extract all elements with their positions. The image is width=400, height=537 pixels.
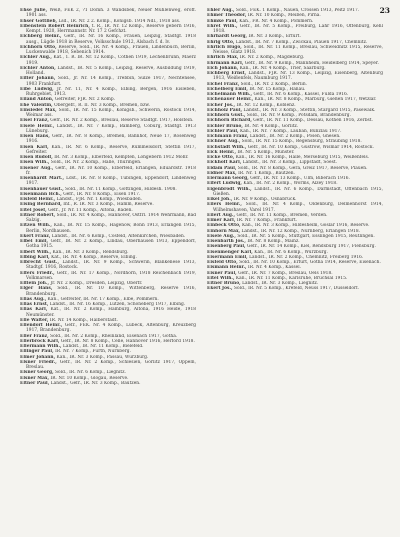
entry-text: Kan., IR. Nr. 3 Komp., Hildesheim, Goslar 1916, Reserve. (242, 223, 370, 229)
entry-name: Eltner Paul, (20, 380, 50, 386)
entry-name: Elle Walter, (20, 317, 49, 323)
directory-entry (20, 271, 196, 282)
entry-name: Eicke Otto, (207, 155, 235, 160)
entry-name: Eigenbrodt Wilh., (207, 186, 252, 192)
directory-entry (20, 24, 196, 35)
entry-name: Elias Karl, (20, 307, 48, 313)
entry-text: Sold., IR. Nr. 5 Komp., Krefeld, Neuss 1917, Düsseldorf. (234, 286, 360, 292)
entry-text: Sold., IR. Nr. 15 Komp., Königsb., Schwerin, Rostock 1914, Weimar ass. (26, 107, 196, 118)
entry-name: Ehrmann Karl, (207, 60, 244, 66)
entry-name: Eisele Aug., (207, 233, 236, 239)
entry-name: Eisenhauer Gust., (20, 186, 64, 192)
entry-text: Gefr., IR. Nr. 9 Komp., Mannheim, Heidelberg 1914, Speyer. (244, 60, 379, 66)
entry-text: Gefr., IR. Nr. 6 Komp., Kassel, Fulda 1916. (253, 92, 349, 97)
entry-name: Eisfeld Heinr., (20, 197, 56, 202)
directory-entry (20, 124, 196, 135)
entry-name: Eismann Heinr., (207, 265, 247, 271)
entry-name: Elsner Max, (20, 375, 50, 381)
entry-text: IR. Nr. 8 Komp., Mainz. (247, 239, 300, 244)
entry-text: Sold., IR. Nr. 4 Komp., Oldenburg, Delmenhorst 1914, Wilhelmshaven, Varel 1917. (213, 202, 383, 213)
entry-text: t. R., IR. Nr. 12 Komp., Reserve gebern 1916, Kempt. 1920, Herrmannstr. Nr. 17 2 Gefchzt. (26, 23, 196, 34)
entry-text: Landst., IR. Nr. 7 Komp., Bamberg, Coburg, Stadtgf. 1913 Lüneburg. (26, 123, 196, 134)
entry-text: Kan., IR. Nr. 3 Komp., Rendsburg. (52, 249, 129, 255)
entry-text: Gefr., IR. Nr. 2 Komp., Breslau, Reserve Stadtgf. 1917, Holstein. (50, 118, 194, 124)
entry-text: Gefr., IR. Nr. 11 Komp., Dessau, Köthen 1916, Zerbst. (253, 118, 373, 124)
entry-text: Sold., IR. Nr. 6 Komp., Liegnitz. (55, 370, 126, 376)
entry-name: Eifler Johann, (20, 76, 56, 82)
entry-name: Elsner Georg, (20, 370, 54, 376)
entry-text: Landst., Gefr., IR. Nr. 3 Komp., Bautzen. (50, 380, 141, 386)
entry-text: Landst., IR. Nr. 2 Komp., Chemnitz, Freiberg 1916. (249, 254, 364, 260)
entry-text: Landst., IR. Nr. 12 Komp., Nürnberg, Erlangen 1918. (241, 228, 361, 234)
entry-text: Landst., FJR. Nr. 1 Komp., Wiesbaden. (56, 197, 143, 202)
entry-text: Landst., IR. Nr. 16 Komp., Lützen, Schöneberg 1917, Elbing. (49, 302, 186, 307)
entry-name: Eisele Heinr., (20, 123, 55, 129)
entry-text: Gefr., IR. Nr. 11 Komp., Bremen, Verden. (236, 212, 328, 218)
entry-text: IR. Nr. 3 Komp., Erfurt. (248, 34, 301, 40)
directory-entry (20, 286, 196, 297)
entry-text: Landst., IR. Nr. 6 Komp., Cösfeld, Altenkirchen, Wiesbaden. (51, 233, 186, 239)
entry-name: Eichhorn Otto, (20, 44, 57, 50)
entry-name: Eitner Robert, (20, 212, 56, 218)
directory-entry (20, 8, 196, 19)
entry-name: Eisen Rudolf, (20, 155, 53, 160)
directory-entry (207, 71, 383, 82)
entry-name: Eitel Josef, (20, 207, 47, 213)
entry-text: Sold., IR. Nr. 8 Komp., Gera, Greiz 1917, Reserve, Plauen. (237, 165, 368, 171)
directory-entry (20, 176, 196, 187)
entry-name: Eidam Paul, (207, 165, 237, 171)
entry-text: IR. Nr. 2 Komp., Magdeburg. (239, 55, 305, 61)
entry-text: IR. Nr. 7 Komp., Fürth, Nürnberg. (55, 349, 132, 355)
entry-text: IR. Nr. 15 Komp., Hanau. (249, 86, 306, 92)
entry-name: Ehmer Theodor, (207, 13, 247, 19)
entry-name: Eichelmann Wilh., (207, 92, 253, 97)
entry-text: Gefr., IR. Nr. 7 Komp., Breslau, Oels 1918. (238, 270, 333, 276)
entry-name: Elbel Emil, (20, 239, 49, 244)
entry-name: Ehse Julie, (20, 8, 48, 13)
entry-name: Eichhorn Gust., (207, 113, 246, 118)
entry-name: Eising Bernhard, (20, 202, 62, 208)
directory-entry (20, 134, 196, 145)
entry-name: Eick Heinr., (207, 149, 237, 155)
entry-name: Eiland Anton, (20, 97, 54, 103)
entry-text: Gefr., IR. Nr. 14 Komp., Kiel, Rendsburg 1917, Flensburg. (247, 244, 376, 250)
page-number: 23 (379, 6, 390, 15)
directory-entry (207, 187, 383, 198)
entry-name: Eisel Franz, (20, 118, 49, 124)
entry-name: Eichhorn Richard, (207, 118, 252, 124)
entry-text: Sold., IR. Nr. 5 Komp., Stuttgart, Esslingen 1915, Reutlingen. (237, 233, 375, 239)
directory-entry (20, 360, 196, 371)
entry-name: Eidner Max, (207, 170, 237, 176)
entry-name: Eisenberg Paul, (207, 244, 246, 250)
entry-name: Eichberg Ernst, (207, 71, 247, 76)
entry-text: Landst., IR. Nr. 11 Komp., Bielefeld. (62, 344, 144, 349)
entry-text: Reserve, Sold., IR. Nr. 4 Komp., Frauen, Lindenbuch, Berlin, Luckenwalde 1918, Sebenich 1914. (26, 44, 196, 55)
entry-name: Elger Hans, (20, 286, 53, 292)
entry-text: Landst., IR. Nr. 3 Komp., Stettin, Stargard 1915, Pasewalk. (243, 107, 376, 113)
entry-text: IR. Nr. 4 Komp., Görlitz. (244, 123, 299, 129)
entry-name: Elmer Johann, (20, 354, 56, 360)
entry-name: Ehser Gottlieb, (20, 18, 58, 24)
entry-name: Eisenmenger Karl, (207, 249, 253, 255)
entry-text: Gefr., IR. Nr. 8 Komp., Eisen 1917. (63, 191, 141, 197)
entry-text: IR. Nr. 3 Komp., Elberfeld, Kempten, Lohgebern 1912 Mohr. (54, 155, 189, 160)
entry-name: Eichler Paul, (207, 128, 239, 134)
entry-text: Sold., IR. Nr. 2 Komp., Halle, Thüringen. (50, 160, 142, 166)
entry-text: IR. Nr. 5 Komp., Münster. (237, 149, 295, 155)
entry-name: Elias Ernst, (20, 302, 49, 307)
entry-text: Weiß, FEK 2, ?1 Domh. 3 Wandsbek, Neuer Mühlenweg, eröff. 1901 ass. (26, 8, 197, 19)
entry-name: Eisenmann Hch., (20, 191, 62, 197)
entry-name: Ellermann Wilh., (20, 344, 62, 349)
entry-text: Jr. Nr. 11, Nr. 4 Komp., Elbing, Bergen, 1916 Eisleben, Ruhrgebiet, 1913. (26, 86, 196, 97)
entry-text: Landst., FJR. Nr. 13 Komp., Leipzig, Eisenberg, Altenburg 1913, Weißenfels, Naumburg 1917. (213, 71, 383, 82)
entry-text: IR. Nr. 10 Komp., Glogau, Reserve. (50, 375, 129, 381)
entry-text: Gefr., IR. Nr. 8 Komp., Bremen, Bahnhof, Neue 17, Rosenweg 1916. (26, 134, 196, 145)
entry-name: Eibenstein Robert Heinrich, (20, 23, 90, 29)
directory-entry (20, 45, 196, 56)
entry-text: IR. Nr. 12 Komp., Koblenz. (236, 102, 296, 108)
entry-text: Landst., IR. Nr. 7 Komp., Zwickau, Plauen 1917, Chemnitz. (235, 39, 368, 45)
entry-name: Eisenhardt Mart., (20, 176, 65, 181)
entry-text: Kan., IR. Nr. 7 Komp., Lauban, Bunzlau 1917. (240, 128, 342, 134)
entry-name: Eisfeld Otto, (207, 260, 238, 265)
directory-entry (20, 166, 196, 177)
entry-text: Sold., IR. Nr. 15 Komp., Regensburg, Straubing 1918. (241, 139, 362, 145)
entry-name: Einhorn Max, (207, 228, 241, 234)
entry-text: Lsd., IR. Nr. 2 2. Komp., Königsb. 1914 Ndl., 1918 ass. (58, 18, 181, 24)
directory-entry (20, 87, 196, 98)
entry-name: Eisener Aug., (20, 165, 54, 171)
entry-text: Obergefr., R. II. Nr. 3 Komp., Bremen, bzw. (54, 102, 151, 108)
entry-text: Kan., IR. Nr. 4 Komp., Trier, Saarburg. (239, 65, 326, 71)
entry-name: Ellerbrock Karl, (20, 338, 60, 344)
entry-text: Sold., IR. Nr. 10 Komp., Wittenberg, Reserve 1916, Brandenburg. (26, 286, 196, 297)
entry-name: Eitner Bruno, (207, 281, 241, 286)
entry-name: Ehler Aug., (207, 8, 235, 13)
entry-name: Eibe Ludwig, (20, 86, 54, 92)
entry-text: Kan., FR. Nr. 4 Komp., Pommern. (239, 18, 314, 24)
entry-name: Elbert Wilh., (20, 249, 52, 255)
entry-name: Ehmke Paul, (207, 18, 238, 24)
directory-entry (20, 66, 196, 77)
entry-name: Eisenbarth Jos., (207, 239, 246, 244)
entry-text: Gefr., Jr. Nr. 11 Komp., Altona, Baden. (48, 207, 133, 213)
entry-name: Eichler Anton, (20, 65, 56, 71)
entry-text: Ldst., IR. Nr. 8 Komp., Tübingen, Eppendorf, Lindenweg 1917. (26, 176, 196, 187)
entry-text: Inf., R. IR. Nr. 3 Komp., Hamm, Reserve. (63, 202, 154, 208)
entry-text: Kan., IR. Nr. 6 Komp., Würzburg. (254, 249, 328, 255)
entry-text: Kan., IR. Nr. 2 Komp., Worms, Alzey 1918. (243, 181, 338, 187)
entry-text: Kan., IR. Nr. 11 Komp., Karlsruhe, Bruchsal 1915. (235, 275, 348, 281)
entry-name: Einsiedel Max, (20, 107, 57, 113)
entry-text: Landst., IR. Nr. 3 Komp., Lippstadt, Soest. (242, 160, 338, 166)
directory-entry (20, 307, 196, 318)
entry-text: Sold., IR. Nr. 9 Komp., Potsdam, Brandenburg. (246, 113, 351, 118)
entry-text: Jr. Nr. 2 Komp., Dresden, Leipzig, Oberfr. (50, 281, 143, 286)
entry-text: Landst., IR. Nr. 5 Komp., Leipzig, Reserve, Ausbildung 1919, Holland. (26, 65, 197, 76)
entry-name: Ehrlich Max, (207, 55, 239, 61)
entry-name: Eiermann Georg, (207, 176, 249, 181)
entry-name: Eichelberg Emil, (207, 86, 248, 92)
directory-entry (207, 24, 383, 35)
entry-name: Ekert Jos., (207, 286, 233, 292)
entry-text: Sold., IR. Nr. 2 Komp., Rheinland, Eisenach 1917, Gotha. (50, 333, 178, 339)
directory-entry (20, 239, 196, 250)
entry-name: Ehret Wilh., (207, 23, 238, 29)
entry-name: Eichler Aug., (20, 55, 52, 61)
entry-text: Kan., IR. Nr. 3 Komp., Passau, Würzburg. (56, 354, 149, 360)
entry-text: Kan., IR. Nr. 16 Komp., Halle, Merseburg 1915, Weißenfels. (235, 155, 370, 160)
entry-name: Eickhoff Karl, (207, 160, 242, 166)
entry-text: Gefr., IR. Nr. 13 Komp., Ulm, Biberach 1916. (250, 176, 350, 181)
entry-name: Eichholz Paul, (207, 107, 243, 113)
entry-name: Eifert Ludwig, (207, 181, 242, 187)
entry-text: Kan., IR. Nr. 15 Komp., Hagenow, Bonn 1913, Erlangen 1915, Berlin, Nordhausen. (26, 223, 197, 234)
directory-entry (20, 223, 196, 234)
entry-text: Landst., IR. Nr. 3 Komp., Liegnitz. (242, 281, 319, 286)
entry-name: Eichmann Franz, (207, 134, 249, 139)
entry-text: Gefr., FEK. Nr. 4 Komp., Lübeck, Altenburg, Kreuzberg 1917, Brandenburg. (26, 323, 196, 334)
entry-name: Elflein Joh., (20, 281, 50, 286)
directory-entry (20, 145, 196, 156)
directory-entry (20, 55, 196, 66)
entry-name: Eichler Bruno, (207, 123, 243, 129)
entry-name: Eisner Paul, (207, 270, 237, 276)
directory-entry (20, 76, 196, 87)
entry-text: Kan., IR. Nr. 8 Komp., Marburg, Gießen 1917, Wetzlar. (254, 97, 377, 103)
entry-text: Sold., IR. Nr. 10 Komp., Erfurt, Gotha 1914, Reserve, Eisenach. (239, 260, 381, 265)
entry-name: Eichberg Heinr., (20, 34, 62, 40)
entry-text: Landst., IR. Nr. 6 Komp., Darmstadt, Offenbach 1915, Gießen. (213, 186, 384, 197)
entry-name: Ehrhardt Georg, (207, 34, 248, 40)
directory-entry (20, 323, 196, 334)
entry-text: Gefr., IR. Nr. 2 Komp., Schlesien, Görlitz 1917, Oppeln, Breslau. (26, 359, 197, 370)
entry-name: Eichner Aug., (207, 139, 241, 145)
entry-name: Elbrecht Gust., (20, 260, 60, 265)
entry-text: Gefr., IR. Nr. 17 Komp., Nordhorn, 1918 Reichenbach 1919, Volkmarsen. (26, 270, 197, 281)
left-column (20, 8, 196, 386)
entry-name: Ellinger Paul, (20, 349, 54, 355)
right-column (207, 8, 383, 292)
entry-name: Eisermann Emil, (207, 254, 248, 260)
entry-name: Elfers Friedr., (20, 270, 55, 276)
entry-name: Ellendorf Heinr., (20, 323, 63, 328)
entry-text: Landst., IR. Nr. 9 Komp., Schwerin, Blankenese 1913, Stadtgf. 1916, Rostock. (26, 260, 196, 271)
entry-text: Gefr., IR. Nr. 16 Komp., Frauen, Leipzig, Stadtgf. 1918 ausg., Lügde 1918 in Reserve, Volksschule 1912, Alsbach f. d. lv. (26, 34, 196, 45)
entry-text: IR. Nr. 9 Komp., Osnabrück. (233, 197, 297, 202)
entry-name: Elias Aug., (20, 296, 47, 302)
entry-text: Kan., Gefreiter, IR. Nr. 17 Komp., Elbe, Pommern. (47, 296, 159, 302)
entry-name: Ehrig Otto, (207, 39, 235, 45)
entry-name: Eisen Wilh., (20, 160, 50, 166)
entry-name: Eitel Wilh., (207, 275, 235, 281)
directory-entry (20, 213, 196, 224)
entry-name: Eicher Jos., (207, 102, 236, 108)
entry-text: Sold., IR. Nr. 11 Komp., Breslau, Schweidnitz 1915, Reserve, Neisse, Glatz 1918. (213, 44, 383, 55)
entry-name: Eller Franz, (20, 333, 49, 339)
entry-name: Ehe Valentin, (20, 102, 53, 108)
entry-name: Eikel Joh., (207, 197, 233, 202)
entry-name: Eichel Franz, (207, 81, 240, 87)
entry-text: IR. Nr. 7 Komp., Frankfurt. (236, 218, 298, 223)
entry-text: IR. Nr. 10 Komp., Meißen, Pirna. (247, 13, 321, 19)
entry-name: Elbing Karl, (20, 254, 50, 260)
entry-text: IR. Nr. 1 Komp., Bautzen. (238, 170, 295, 176)
entry-text: Gefr., IR. Nr. 5 Komp., Freiburg, Lahr 1916, Offenburg, Kehl 1918. (213, 23, 383, 34)
entry-name: Eisen Hans, (20, 134, 50, 139)
entry-text: Kat., 1. R. IR. Nr. 12 Komp., Cöthen 1919, Lechenbrunn, Maerz 1919. (26, 55, 196, 66)
entry-name: Eichenauer Heinr., (207, 97, 254, 103)
entry-name: Eisen Karl, (20, 144, 49, 150)
directory-entry (20, 34, 196, 45)
entry-text: Kat., IR. Nr. 2 Komp., Hamburg, Altona, 1916 Heide, 1918 Neumünster. (26, 307, 197, 318)
directory-entry (207, 202, 383, 213)
directory-entry (20, 260, 196, 271)
entry-text: IR. Nr. 14 Komp., Halberstadt. (49, 317, 118, 323)
directory-entry (20, 381, 196, 386)
entry-text: Sold., IR. Nr. 4 Komp., Hannover, Ostfrl. 1914 Wehrmann, Bad Salzig. (26, 212, 196, 223)
entry-name: Einbeck Otto, (207, 223, 241, 229)
entry-text: Sold., Jr. Nr. 14 Komp., Trebbin, Sülze 1917, Nechtensee, 1903 Frankfurt. (26, 76, 196, 87)
entry-text: Sold., IR. Nr. 2 Komp., Berlin. (240, 81, 308, 87)
entry-name: Ehrlich Hugo, (207, 44, 242, 50)
directory-entry (207, 45, 383, 56)
entry-name: Eichstädt Wilh., (207, 144, 247, 150)
entry-name: Eimer Karl, (207, 218, 236, 223)
entry-text: Kat., IR. Nr. 4 Komp., Reserve, Elbing. (51, 254, 137, 260)
entry-text: Gefreiter, FJR. Nr. 2 Komp. (54, 97, 116, 103)
entry-text: IR. Nr. 4 Komp., Kassel. (247, 265, 302, 271)
directory-entry (20, 108, 196, 119)
entry-name: Ekert Franz, (20, 233, 51, 239)
entry-text: Gefr., IR. Nr. 2 Komp., Lindau, Oberhausen 1913, Eppendorf, Gotha 1915. (26, 239, 196, 250)
entry-text: Sold., IR. Nr. 11 Komp., Göttingen, Hildesh. 1908. (65, 186, 177, 192)
entry-name: Eitzen Wilh., (20, 223, 52, 229)
entry-text: Kan., IR. Nr. 6 Komp., Reserve, Rummelsdorf, Stettin 1917, Gefreiter. (26, 144, 196, 155)
entry-text: Gefr., IR. Nr. 10 Komp., Güstrow, Wismar 1914, Rostock. (247, 144, 374, 150)
entry-text: Landst., IR. Nr. 2 Komp., Posen, Gnesen. (249, 134, 341, 139)
entry-name: Eich Johann, (207, 65, 239, 71)
entry-text: Gefr., IR. Nr. 8 Komp., Celle, Hannover 1916, Herford 1918. (60, 338, 195, 344)
entry-text: Sold., FEK. 1 Komp., Nauen, Crossen 1913, Peitz 1917. (235, 8, 360, 13)
entry-text: Gefr., IR. Nr. 10 Komp., Elberfeld, Erlangen, Eduardstr. 1918 fr. (26, 165, 196, 176)
entry-name: Elsner Friedr., (20, 359, 57, 365)
directory-entry (207, 286, 383, 291)
entry-name: Eilers Heinr., (207, 202, 242, 208)
entry-name: Eilert Aug., (207, 212, 236, 218)
